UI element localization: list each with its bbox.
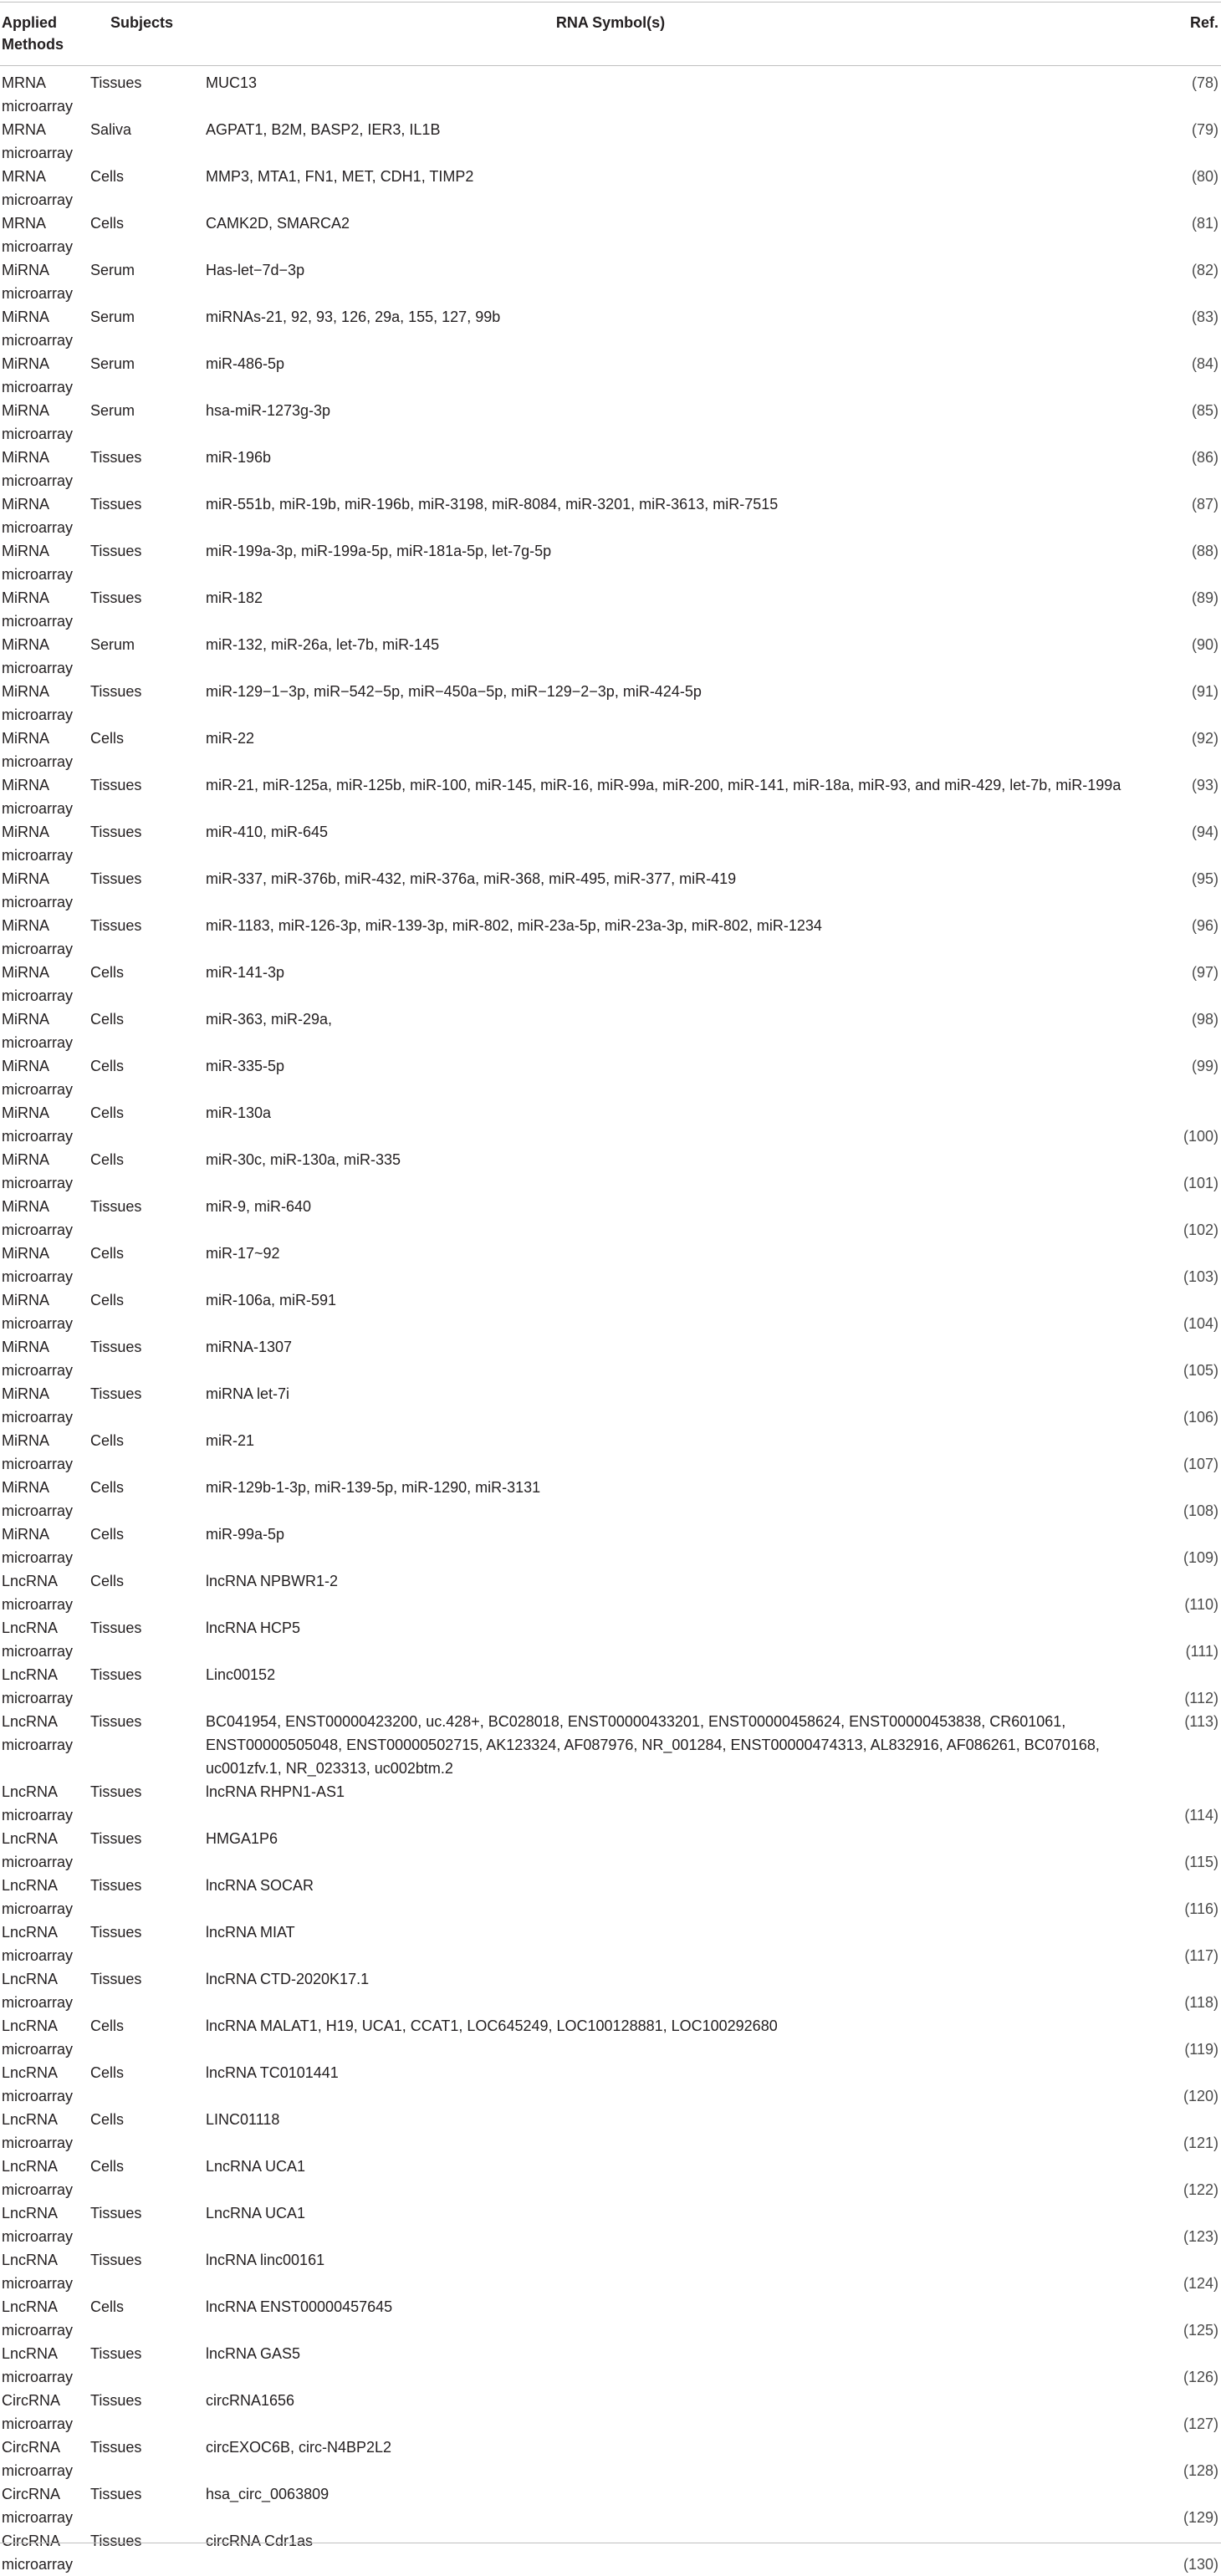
cell-ref: (101) bbox=[1183, 1175, 1218, 1191]
cell-ref: (128) bbox=[1183, 2462, 1218, 2479]
table-row bbox=[0, 1101, 1221, 1148]
cell-subject: Cells bbox=[90, 2064, 125, 2081]
cell-applied-method: MiRNA microarray bbox=[2, 262, 74, 302]
cell-ref: (87) bbox=[1191, 496, 1218, 513]
cell-applied-method: MiRNA microarray bbox=[2, 1339, 74, 1379]
cell-subject: Tissues bbox=[90, 2205, 142, 2221]
cell-applied-method: MiRNA microarray bbox=[2, 543, 74, 583]
cell-ref: (96) bbox=[1191, 917, 1218, 934]
table-row bbox=[0, 1569, 1221, 1616]
cell-subject: Tissues bbox=[90, 2252, 142, 2268]
cell-subject: Cells bbox=[90, 215, 125, 232]
cell-ref: (84) bbox=[1191, 355, 1218, 372]
table-top-rule bbox=[0, 2, 1221, 3]
cell-applied-method: CircRNA microarray bbox=[2, 2439, 74, 2479]
cell-rna-symbols: lncRNA CTD-2020K17.1 bbox=[206, 1971, 370, 1987]
table-row bbox=[0, 1335, 1221, 1382]
table-row bbox=[0, 118, 1221, 165]
cell-ref: (83) bbox=[1191, 309, 1218, 325]
cell-rna-symbols: circEXOC6B, circ-N4BP2L2 bbox=[206, 2439, 392, 2456]
header-ref: Ref. bbox=[1189, 14, 1218, 31]
table-row bbox=[0, 1967, 1221, 2014]
cell-ref: (82) bbox=[1191, 262, 1218, 278]
cell-applied-method: CircRNA microarray bbox=[2, 2392, 74, 2432]
cell-ref: (127) bbox=[1183, 2415, 1218, 2432]
cell-subject: Cells bbox=[90, 1151, 125, 1168]
cell-rna-symbols: MMP3, MTA1, FN1, MET, CDH1, TIMP2 bbox=[206, 168, 474, 185]
table-row bbox=[0, 1874, 1221, 1921]
cell-ref: (79) bbox=[1191, 121, 1218, 138]
cell-rna-symbols: LINC01118 bbox=[206, 2111, 280, 2128]
cell-rna-symbols: miR-9, miR-640 bbox=[206, 1198, 312, 1215]
cell-rna-symbols: MUC13 bbox=[206, 74, 258, 91]
cell-applied-method: MiRNA microarray bbox=[2, 1011, 74, 1051]
cell-subject: Serum bbox=[90, 355, 135, 372]
cell-applied-method: MiRNA microarray bbox=[2, 964, 74, 1004]
table-row bbox=[0, 399, 1221, 446]
cell-ref: (93) bbox=[1191, 777, 1218, 793]
cell-ref: (111) bbox=[1185, 1643, 1218, 1660]
cell-rna-symbols: lncRNA SOCAR bbox=[206, 1877, 314, 1894]
cell-subject: Tissues bbox=[90, 1713, 142, 1730]
cell-ref: (103) bbox=[1183, 1268, 1218, 1285]
cell-applied-method: MiRNA microarray bbox=[2, 1385, 74, 1426]
table-row bbox=[0, 914, 1221, 961]
header-rna-symbols: RNA Symbol(s) bbox=[555, 14, 666, 31]
cell-applied-method: MiRNA microarray bbox=[2, 1058, 74, 1098]
table-row bbox=[0, 492, 1221, 539]
cell-ref: (102) bbox=[1183, 1222, 1218, 1238]
cell-ref: (121) bbox=[1183, 2135, 1218, 2151]
cell-rna-symbols: lncRNA RHPN1-AS1 bbox=[206, 1783, 345, 1800]
cell-ref: (113) bbox=[1184, 1713, 1218, 1730]
table-row bbox=[0, 1242, 1221, 1288]
cell-rna-symbols: lncRNA linc00161 bbox=[206, 2252, 325, 2268]
cell-applied-method: LncRNA microarray bbox=[2, 2111, 74, 2151]
cell-applied-method: MiRNA microarray bbox=[2, 1292, 74, 1332]
cell-applied-method: LncRNA microarray bbox=[2, 1924, 74, 1964]
cell-ref: (124) bbox=[1183, 2275, 1218, 2292]
cell-subject: Serum bbox=[90, 402, 135, 419]
table-row bbox=[0, 2248, 1221, 2295]
cell-applied-method: MiRNA microarray bbox=[2, 1432, 74, 1472]
table-row bbox=[0, 1921, 1221, 1967]
table-row bbox=[0, 165, 1221, 212]
cell-subject: Tissues bbox=[90, 870, 142, 887]
cell-applied-method: LncRNA microarray bbox=[2, 2298, 74, 2339]
cell-subject: Cells bbox=[90, 1479, 125, 1496]
cell-ref: (85) bbox=[1191, 402, 1218, 419]
table-row bbox=[0, 1523, 1221, 1569]
cell-applied-method: MiRNA microarray bbox=[2, 777, 74, 817]
cell-subject: Serum bbox=[90, 262, 135, 278]
cell-subject: Cells bbox=[90, 1058, 125, 1074]
cell-subject: Tissues bbox=[90, 74, 142, 91]
table-row bbox=[0, 1663, 1221, 1710]
cell-applied-method: MiRNA microarray bbox=[2, 1198, 74, 1238]
cell-ref: (92) bbox=[1191, 730, 1218, 747]
header-applied-methods: Applied Methods bbox=[2, 14, 64, 53]
cell-subject: Tissues bbox=[90, 2392, 142, 2409]
cell-ref: (98) bbox=[1191, 1011, 1218, 1028]
cell-applied-method: MiRNA microarray bbox=[2, 730, 74, 770]
cell-rna-symbols: miR-182 bbox=[206, 589, 263, 606]
cell-applied-method: MiRNA microarray bbox=[2, 1151, 74, 1191]
cell-subject: Tissues bbox=[90, 824, 142, 840]
cell-rna-symbols: LncRNA UCA1 bbox=[206, 2205, 306, 2221]
cell-ref: (118) bbox=[1184, 1994, 1218, 2011]
cell-ref: (100) bbox=[1183, 1128, 1218, 1145]
table-row bbox=[0, 352, 1221, 399]
cell-rna-symbols: lncRNA TC0101441 bbox=[206, 2064, 339, 2081]
cell-ref: (119) bbox=[1184, 2041, 1218, 2058]
cell-rna-symbols: miRNA let-7i bbox=[206, 1385, 290, 1402]
cell-applied-method: LncRNA microarray bbox=[2, 2158, 74, 2198]
cell-rna-symbols: miR-337, miR-376b, miR-432, miR-376a, miR-368, miR-495, miR-377, miR-419 bbox=[206, 870, 737, 887]
cell-applied-method: MiRNA microarray bbox=[2, 309, 74, 349]
cell-ref: (80) bbox=[1191, 168, 1218, 185]
cell-ref: (81) bbox=[1191, 215, 1218, 232]
cell-subject: Tissues bbox=[90, 1339, 142, 1355]
cell-rna-symbols: Linc00152 bbox=[206, 1666, 276, 1683]
cell-applied-method: MiRNA microarray bbox=[2, 683, 74, 723]
cell-ref: (115) bbox=[1184, 1854, 1218, 1870]
cell-rna-symbols: CAMK2D, SMARCA2 bbox=[206, 215, 350, 232]
cell-ref: (104) bbox=[1183, 1315, 1218, 1332]
cell-applied-method: MiRNA microarray bbox=[2, 402, 74, 442]
table-row bbox=[0, 961, 1221, 1007]
cell-rna-symbols: miR-363, miR-29a, bbox=[206, 1011, 333, 1028]
cell-applied-method: MRNA microarray bbox=[2, 215, 74, 255]
table-row bbox=[0, 305, 1221, 352]
cell-ref: (114) bbox=[1184, 1807, 1218, 1824]
cell-rna-symbols: miRNA-1307 bbox=[206, 1339, 293, 1355]
cell-applied-method: MiRNA microarray bbox=[2, 496, 74, 536]
table-header-rule bbox=[0, 65, 1221, 66]
cell-applied-method: LncRNA microarray bbox=[2, 1877, 74, 1917]
cell-ref: (107) bbox=[1183, 1456, 1218, 1472]
cell-rna-symbols: HMGA1P6 bbox=[206, 1830, 278, 1847]
header-subjects: Subjects bbox=[110, 14, 174, 31]
cell-applied-method: MiRNA microarray bbox=[2, 1479, 74, 1519]
cell-rna-symbols: hsa_circ_0063809 bbox=[206, 2486, 330, 2502]
cell-rna-symbols: miR-1183, miR-126-3p, miR-139-3p, miR-802, miR-23a-5p, miR-23a-3p, miR-802, miR-1234 bbox=[206, 917, 822, 934]
cell-rna-symbols: LncRNA UCA1 bbox=[206, 2158, 306, 2175]
table-row bbox=[0, 586, 1221, 633]
cell-ref: (88) bbox=[1191, 543, 1218, 559]
cell-applied-method: LncRNA microarray bbox=[2, 1971, 74, 2011]
cell-subject: Cells bbox=[90, 964, 125, 981]
cell-subject: Cells bbox=[90, 1526, 125, 1543]
cell-rna-symbols: miR-196b bbox=[206, 449, 272, 466]
cell-subject: Cells bbox=[90, 2111, 125, 2128]
table-row bbox=[0, 1780, 1221, 1827]
cell-rna-symbols: miR-21 bbox=[206, 1432, 255, 1449]
cell-applied-method: MiRNA microarray bbox=[2, 1104, 74, 1145]
cell-subject: Tissues bbox=[90, 1971, 142, 1987]
cell-rna-symbols: hsa-miR-1273g-3p bbox=[206, 402, 331, 419]
cell-applied-method: MiRNA microarray bbox=[2, 636, 74, 676]
table-row bbox=[0, 1148, 1221, 1195]
cell-rna-symbols: circRNA1656 bbox=[206, 2392, 295, 2409]
cell-subject: Tissues bbox=[90, 1830, 142, 1847]
cell-subject: Tissues bbox=[90, 683, 142, 700]
cell-applied-method: MiRNA microarray bbox=[2, 355, 74, 395]
table-row bbox=[0, 2482, 1221, 2529]
cell-subject: Cells bbox=[90, 730, 125, 747]
cell-subject: Tissues bbox=[90, 449, 142, 466]
cell-applied-method: MRNA microarray bbox=[2, 121, 74, 161]
cell-ref: (112) bbox=[1184, 1690, 1218, 1706]
table-row bbox=[0, 2342, 1221, 2389]
table-row bbox=[0, 1288, 1221, 1335]
cell-applied-method: MiRNA microarray bbox=[2, 824, 74, 864]
table-row bbox=[0, 2389, 1221, 2436]
cell-applied-method: LncRNA microarray bbox=[2, 1830, 74, 1870]
table-row bbox=[0, 1054, 1221, 1101]
cell-subject: Tissues bbox=[90, 1877, 142, 1894]
table-row bbox=[0, 71, 1221, 118]
cell-rna-symbols: lncRNA MIAT bbox=[206, 1924, 295, 1941]
cell-subject: Tissues bbox=[90, 777, 142, 793]
cell-applied-method: LncRNA microarray bbox=[2, 1620, 74, 1660]
cell-subject: Tissues bbox=[90, 1924, 142, 1941]
cell-rna-symbols: miR-199a-3p, miR-199a-5p, miR-181a-5p, let-7g-5p bbox=[206, 543, 552, 559]
cell-subject: Cells bbox=[90, 1245, 125, 1262]
table-row bbox=[0, 820, 1221, 867]
cell-rna-symbols: lncRNA HCP5 bbox=[206, 1620, 301, 1636]
cell-ref: (99) bbox=[1191, 1058, 1218, 1074]
cell-applied-method: LncRNA microarray bbox=[2, 1573, 74, 1613]
cell-ref: (123) bbox=[1183, 2228, 1218, 2245]
cell-ref: (116) bbox=[1184, 1900, 1218, 1917]
cell-subject: Cells bbox=[90, 1432, 125, 1449]
table-row bbox=[0, 2436, 1221, 2482]
cell-ref: (95) bbox=[1191, 870, 1218, 887]
table-row bbox=[0, 633, 1221, 680]
cell-subject: Saliva bbox=[90, 121, 132, 138]
cell-rna-symbols: miR-410, miR-645 bbox=[206, 824, 329, 840]
table-row bbox=[0, 1710, 1221, 1780]
cell-ref: (117) bbox=[1184, 1947, 1218, 1964]
table-row bbox=[0, 773, 1221, 820]
table-row bbox=[0, 2295, 1221, 2342]
cell-ref: (130) bbox=[1183, 2556, 1218, 2573]
cell-ref: (86) bbox=[1191, 449, 1218, 466]
cell-applied-method: LncRNA microarray bbox=[2, 2252, 74, 2292]
cell-rna-symbols: miR-551b, miR-19b, miR-196b, miR-3198, miR-8084, miR-3201, miR-3613, miR-7515 bbox=[206, 496, 779, 513]
cell-ref: (106) bbox=[1183, 1409, 1218, 1426]
cell-applied-method: MiRNA microarray bbox=[2, 917, 74, 957]
cell-ref: (105) bbox=[1183, 1362, 1218, 1379]
cell-ref: (94) bbox=[1191, 824, 1218, 840]
cell-ref: (91) bbox=[1191, 683, 1218, 700]
cell-subject: Cells bbox=[90, 168, 125, 185]
table-row bbox=[0, 258, 1221, 305]
cell-subject: Tissues bbox=[90, 2533, 142, 2549]
table-row bbox=[0, 2529, 1221, 2576]
cell-subject: Tissues bbox=[90, 2439, 142, 2456]
cell-subject: Tissues bbox=[90, 1385, 142, 1402]
cell-rna-symbols: miR-141-3p bbox=[206, 964, 285, 981]
cell-subject: Serum bbox=[90, 309, 135, 325]
cell-ref: (126) bbox=[1183, 2369, 1218, 2385]
table-row bbox=[0, 1007, 1221, 1054]
cell-rna-symbols: AGPAT1, B2M, BASP2, IER3, IL1B bbox=[206, 121, 441, 138]
cell-ref: (120) bbox=[1183, 2088, 1218, 2104]
cell-ref: (109) bbox=[1183, 1549, 1218, 1566]
cell-subject: Tissues bbox=[90, 543, 142, 559]
cell-applied-method: CircRNA microarray bbox=[2, 2486, 74, 2526]
table-row bbox=[0, 2201, 1221, 2248]
cell-rna-symbols: miR-22 bbox=[206, 730, 255, 747]
cell-rna-symbols: miR-99a-5p bbox=[206, 1526, 285, 1543]
table-row bbox=[0, 867, 1221, 914]
cell-ref: (110) bbox=[1184, 1596, 1218, 1613]
cell-subject: Tissues bbox=[90, 1666, 142, 1683]
cell-subject: Tissues bbox=[90, 1783, 142, 1800]
cell-ref: (97) bbox=[1191, 964, 1218, 981]
cell-ref: (129) bbox=[1183, 2509, 1218, 2526]
cell-rna-symbols: lncRNA NPBWR1-2 bbox=[206, 1573, 339, 1589]
cell-subject: Tissues bbox=[90, 496, 142, 513]
cell-subject: Cells bbox=[90, 1011, 125, 1028]
table-body bbox=[0, 71, 1221, 2576]
cell-rna-symbols: miR-17~92 bbox=[206, 1245, 280, 1262]
cell-applied-method: LncRNA microarray bbox=[2, 1783, 74, 1824]
cell-applied-method: MRNA microarray bbox=[2, 74, 74, 115]
cell-subject: Cells bbox=[90, 1292, 125, 1308]
cell-subject: Cells bbox=[90, 2298, 125, 2315]
cell-rna-symbols: miR-129b-1-3p, miR-139-5p, miR-1290, miR-3131 bbox=[206, 1479, 541, 1496]
cell-applied-method: MiRNA microarray bbox=[2, 1245, 74, 1285]
table-row bbox=[0, 446, 1221, 492]
cell-subject: Tissues bbox=[90, 1620, 142, 1636]
cell-subject: Tissues bbox=[90, 917, 142, 934]
cell-rna-symbols: miR-130a bbox=[206, 1104, 272, 1121]
cell-rna-symbols: miR-486-5p bbox=[206, 355, 285, 372]
cell-applied-method: CircRNA microarray bbox=[2, 2533, 74, 2573]
table-row bbox=[0, 2014, 1221, 2061]
cell-subject: Cells bbox=[90, 2158, 125, 2175]
cell-applied-method: MiRNA microarray bbox=[2, 1526, 74, 1566]
cell-ref: (108) bbox=[1183, 1502, 1218, 1519]
table-row bbox=[0, 1195, 1221, 1242]
cell-applied-method: LncRNA microarray bbox=[2, 2345, 74, 2385]
cell-rna-symbols: BC041954, ENST00000423200, uc.428+, BC028018, ENST00000433201, ENST00000458624, ENST00000453838, CR601061, ENST00000505048, ENST00000502715, AK123324, AF087976, NR_001284, ENST00000474313, AL832916, AF086261, BC070168, uc001zfv.1, NR_023313, uc002btm.2 bbox=[206, 1713, 1100, 1777]
cell-subject: Tissues bbox=[90, 589, 142, 606]
cell-applied-method: MiRNA microarray bbox=[2, 870, 74, 911]
cell-rna-symbols: miR-21, miR-125a, miR-125b, miR-100, miR-145, miR-16, miR-99a, miR-200, miR-141, miR-18a, miR-93, and miR-429, let-7b, miR-199a bbox=[206, 777, 1121, 793]
cell-ref: (89) bbox=[1191, 589, 1218, 606]
cell-applied-method: LncRNA microarray bbox=[2, 2064, 74, 2104]
cell-ref: (90) bbox=[1191, 636, 1218, 653]
table-row bbox=[0, 1429, 1221, 1476]
table-row bbox=[0, 680, 1221, 727]
cell-subject: Cells bbox=[90, 1104, 125, 1121]
cell-subject: Cells bbox=[90, 1573, 125, 1589]
cell-applied-method: MRNA microarray bbox=[2, 168, 74, 208]
cell-rna-symbols: lncRNA GAS5 bbox=[206, 2345, 301, 2362]
table-row bbox=[0, 727, 1221, 773]
table-row bbox=[0, 2155, 1221, 2201]
cell-rna-symbols: miR-30c, miR-130a, miR-335 bbox=[206, 1151, 401, 1168]
cell-subject: Cells bbox=[90, 2017, 125, 2034]
table-row bbox=[0, 2061, 1221, 2108]
cell-subject: Tissues bbox=[90, 2345, 142, 2362]
cell-rna-symbols: miR-335-5p bbox=[206, 1058, 285, 1074]
cell-subject: Serum bbox=[90, 636, 135, 653]
table-row bbox=[0, 1476, 1221, 1523]
cell-ref: (122) bbox=[1183, 2181, 1218, 2198]
cell-ref: (78) bbox=[1191, 74, 1218, 91]
table-row bbox=[0, 1382, 1221, 1429]
cell-applied-method: MiRNA microarray bbox=[2, 589, 74, 630]
table-header bbox=[0, 7, 1221, 65]
cell-rna-symbols: miR-106a, miR-591 bbox=[206, 1292, 337, 1308]
cell-subject: Tissues bbox=[90, 1198, 142, 1215]
table-row bbox=[0, 212, 1221, 258]
cell-rna-symbols: miR-132, miR-26a, let-7b, miR-145 bbox=[206, 636, 440, 653]
cell-subject: Tissues bbox=[90, 2486, 142, 2502]
cell-rna-symbols: miR-129−1−3p, miR−542−5p, miR−450a−5p, miR−129−2−3p, miR-424-5p bbox=[206, 683, 702, 700]
cell-rna-symbols: lncRNA ENST00000457645 bbox=[206, 2298, 393, 2315]
cell-applied-method: LncRNA microarray bbox=[2, 1666, 74, 1706]
cell-applied-method: LncRNA microarray bbox=[2, 2205, 74, 2245]
table-row bbox=[0, 1616, 1221, 1663]
cell-rna-symbols: lncRNA MALAT1, H19, UCA1, CCAT1, LOC645249, LOC100128881, LOC100292680 bbox=[206, 2017, 778, 2034]
cell-applied-method: LncRNA microarray bbox=[2, 1713, 74, 1753]
cell-rna-symbols: circRNA Cdr1as bbox=[206, 2533, 314, 2549]
cell-applied-method: LncRNA microarray bbox=[2, 2017, 74, 2058]
table-row bbox=[0, 1827, 1221, 1874]
cell-applied-method: MiRNA microarray bbox=[2, 449, 74, 489]
cell-ref: (125) bbox=[1183, 2322, 1218, 2339]
cell-rna-symbols: miRNAs-21, 92, 93, 126, 29a, 155, 127, 99b bbox=[206, 309, 501, 325]
table-row bbox=[0, 2108, 1221, 2155]
table-row bbox=[0, 539, 1221, 586]
cell-rna-symbols: Has-let−7d−3p bbox=[206, 262, 305, 278]
